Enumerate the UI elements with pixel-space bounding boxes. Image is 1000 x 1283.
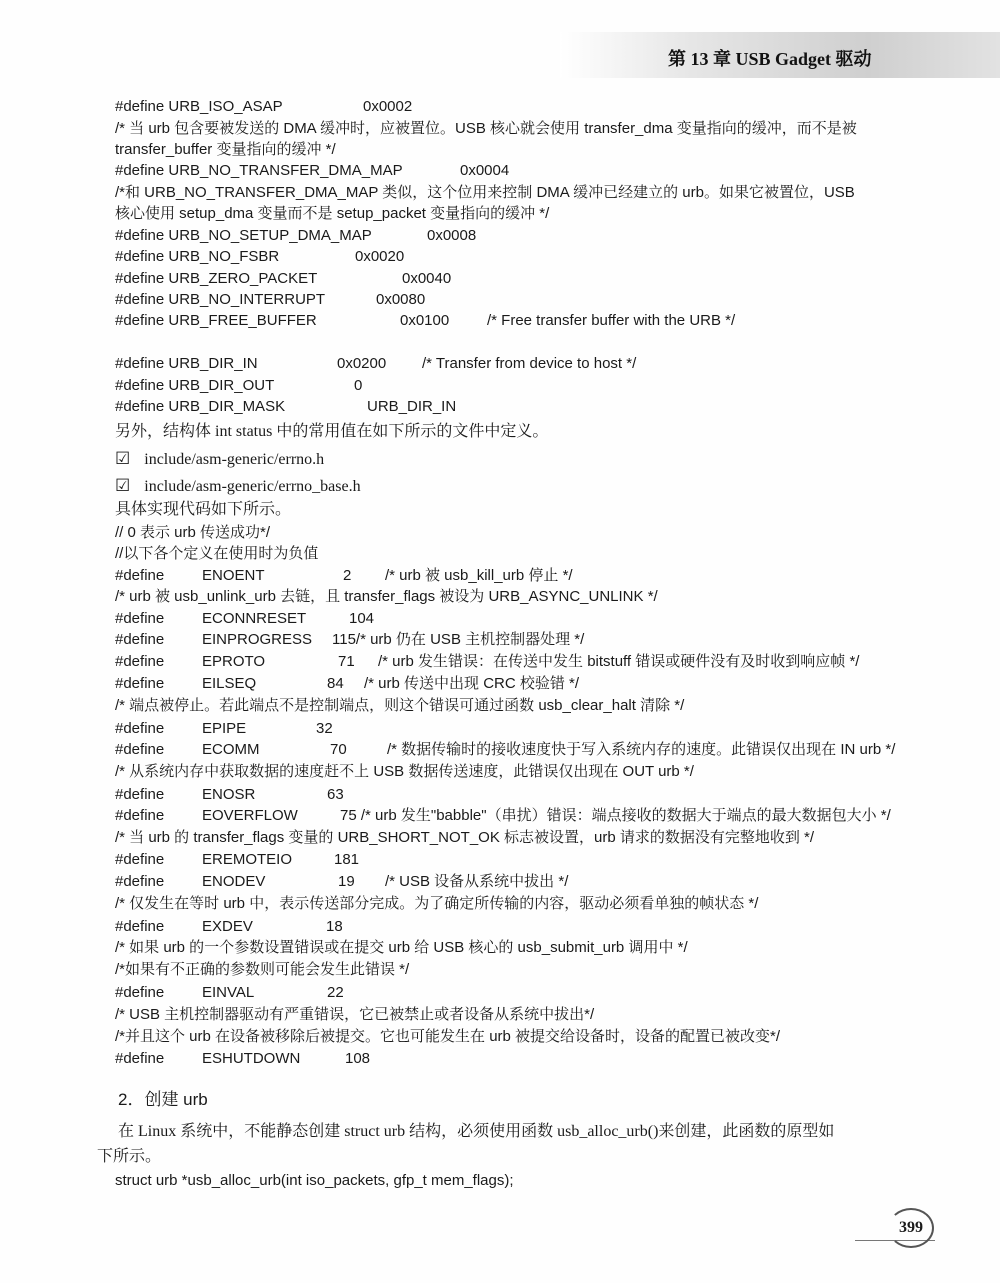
define-value: URB_DIR_IN xyxy=(367,398,457,415)
paragraph: 下所示。 xyxy=(97,1148,162,1165)
define-name: ECOMM xyxy=(202,741,260,758)
define-value: 0x0008 xyxy=(427,227,477,244)
define-name: EINVAL xyxy=(202,984,255,1001)
define-name: EINPROGRESS xyxy=(202,631,313,648)
errno-define-line xyxy=(115,675,935,693)
define-line xyxy=(115,398,935,416)
code-comment: /* 当 urb 的 transfer_flags 变量的 URB_SHORT_NOT_OK 标志被设置，urb 请求的数据没有完整地收到 */ xyxy=(115,829,815,846)
code-comment: /* 如果 urb 的一个参数设置错误或在提交 urb 给 USB 核心的 usb_submit_urb 调用中 */ xyxy=(115,939,688,956)
define-name: #define URB_NO_INTERRUPT xyxy=(115,291,326,308)
define-name: EPIPE xyxy=(202,720,247,737)
define-value: 181 xyxy=(334,851,360,868)
file-path: include/asm-generic/errno_base.h xyxy=(144,478,361,495)
define-value: 0x0002 xyxy=(363,98,413,115)
section-heading: 2．创建 urb xyxy=(118,1090,208,1109)
impl-text: 具体实现代码如下所示。 xyxy=(115,501,292,518)
code-comment: 核心使用 setup_dma 变量而不是 setup_packet 变量指向的缓冲 */ xyxy=(115,205,550,222)
define-line xyxy=(115,248,935,266)
define-value: 2 xyxy=(343,567,352,584)
errno-define-line xyxy=(115,1050,935,1068)
define-keyword: #define xyxy=(115,918,165,935)
define-line xyxy=(115,98,935,116)
define-name: #define URB_FREE_BUFFER xyxy=(115,312,317,329)
define-name: EREMOTEIO xyxy=(202,851,293,868)
code-comment: /*和 URB_NO_TRANSFER_DMA_MAP 类似，这个位用来控制 DMA 缓冲已经建立的 urb。如果它被置位，USB xyxy=(115,184,855,201)
define-value: 32 xyxy=(316,720,333,737)
errno-define-line xyxy=(115,720,935,738)
define-line xyxy=(115,312,935,330)
code-comment: // 0 表示 urb 传送成功*/ xyxy=(115,524,271,541)
code-comment: /* Transfer from device to host */ xyxy=(422,355,637,372)
code-comment: /* USB 设备从系统中拔出 */ xyxy=(385,873,569,890)
define-value: 104 xyxy=(349,610,375,627)
define-line xyxy=(115,377,935,395)
define-name: ENOENT xyxy=(202,567,265,584)
define-keyword: #define xyxy=(115,851,165,868)
define-line xyxy=(115,227,935,245)
define-keyword: #define xyxy=(115,1050,165,1067)
checkbox-icon: ☑ xyxy=(115,476,131,495)
define-keyword: #define xyxy=(115,610,165,627)
define-value: 0x0020 xyxy=(355,248,405,265)
define-line xyxy=(115,270,935,288)
errno-define-line xyxy=(115,741,935,759)
define-value: 0x0100 xyxy=(400,312,450,329)
define-line xyxy=(115,355,935,373)
code-comment: /* urb 被 usb_unlink_urb 去链，且 transfer_flags 被设为 URB_ASYNC_UNLINK */ xyxy=(115,588,658,605)
define-value: 0 xyxy=(354,377,363,394)
define-name: #define URB_ISO_ASAP xyxy=(115,98,283,115)
define-name: ENOSR xyxy=(202,786,256,803)
errno-define-line xyxy=(115,984,935,1002)
define-line xyxy=(115,291,935,309)
define-value: 22 xyxy=(327,984,344,1001)
errno-define-line xyxy=(115,918,935,936)
code-comment: /* 数据传输时的接收速度快于写入系统内存的速度。此错误仅出现在 IN urb */ xyxy=(387,741,896,758)
define-keyword: #define xyxy=(115,631,165,648)
errno-define-line xyxy=(115,786,935,804)
errno-define-line xyxy=(115,567,935,585)
define-name: #define URB_NO_TRANSFER_DMA_MAP xyxy=(115,162,403,179)
paragraph: 在 Linux 系统中，不能静态创建 struct urb 结构，必须使用函数 usb_alloc_urb()来创建，此函数的原型如 xyxy=(118,1123,835,1140)
define-name: EPROTO xyxy=(202,653,266,670)
define-keyword: #define xyxy=(115,567,165,584)
checkbox-icon: ☑ xyxy=(115,449,131,468)
define-value: 0x0040 xyxy=(402,270,452,287)
code-comment: /* urb 被 usb_kill_urb 停止 */ xyxy=(385,567,573,584)
define-name: #define URB_DIR_OUT xyxy=(115,377,275,394)
define-keyword: #define xyxy=(115,873,165,890)
define-name: EOVERFLOW xyxy=(202,807,298,824)
errno-define-line xyxy=(115,873,935,891)
code-comment: transfer_buffer 变量指向的缓冲 */ xyxy=(115,141,336,158)
code-comment: /* urb 发生错误：在传送中发生 bitstuff 错误或硬件没有及时收到响应帧 */ xyxy=(378,653,860,670)
define-value: 63 xyxy=(327,786,344,803)
define-name: ENODEV xyxy=(202,873,266,890)
define-value: 108 xyxy=(345,1050,371,1067)
define-keyword: #define xyxy=(115,653,165,670)
define-name: #define URB_ZERO_PACKET xyxy=(115,270,318,287)
define-keyword: #define xyxy=(115,786,165,803)
define-keyword: #define xyxy=(115,984,165,1001)
define-keyword: #define xyxy=(115,807,165,824)
define-value: 71 xyxy=(338,653,355,670)
errno-define-line xyxy=(115,851,935,869)
code-comment: /* 端点被停止。若此端点不是控制端点，则这个错误可通过函数 usb_clear_halt 清除 */ xyxy=(115,697,685,714)
define-value: 84 xyxy=(327,675,344,692)
define-name: EXDEV xyxy=(202,918,253,935)
code-comment: //以下各个定义在使用时为负值 xyxy=(115,545,319,562)
code-comment: /*如果有不正确的参数则可能会发生此错误 */ xyxy=(115,961,410,978)
define-value: 0x0200 xyxy=(337,355,387,372)
code-prototype: struct urb *usb_alloc_urb(int iso_packets, gfp_t mem_flags); xyxy=(115,1172,514,1189)
file-item xyxy=(115,450,324,469)
chapter-header: 第 13 章 USB Gadget 驱动 xyxy=(668,49,872,69)
define-name: #define URB_NO_FSBR xyxy=(115,248,280,265)
define-value: 0x0004 xyxy=(460,162,510,179)
page-number: 399 xyxy=(888,1208,934,1248)
define-name: ECONNRESET xyxy=(202,610,307,627)
define-value: 18 xyxy=(326,918,343,935)
intro-text: 另外，结构体 int status 中的常用值在如下所示的文件中定义。 xyxy=(115,423,549,440)
file-path: include/asm-generic/errno.h xyxy=(144,451,325,468)
define-value: 75 /* urb 发生"babble"（串扰）错误：端点接收的数据大于端点的最大数据包大小 */ xyxy=(340,807,891,824)
code-comment: /* urb 传送中出现 CRC 校验错 */ xyxy=(364,675,580,692)
define-value: 0x0080 xyxy=(376,291,426,308)
define-value: 19 xyxy=(338,873,355,890)
errno-define-line xyxy=(115,807,935,825)
define-name: #define URB_DIR_MASK xyxy=(115,398,286,415)
define-name: EILSEQ xyxy=(202,675,257,692)
code-comment: /*并且这个 urb 在设备被移除后被提交。它也可能发生在 urb 被提交给设备时，设备的配置已被改变*/ xyxy=(115,1028,781,1045)
errno-define-line xyxy=(115,610,935,628)
code-comment: /* 仅发生在等时 urb 中，表示传送部分完成。为了确定所传输的内容，驱动必须看单独的帧状态 */ xyxy=(115,895,759,912)
code-comment: /* Free transfer buffer with the URB */ xyxy=(487,312,736,329)
define-name: ESHUTDOWN xyxy=(202,1050,301,1067)
define-name: #define URB_DIR_IN xyxy=(115,355,258,372)
define-value: 70 xyxy=(330,741,347,758)
code-comment: /* 当 urb 包含要被发送的 DMA 缓冲时，应被置位。USB 核心就会使用 transfer_dma 变量指向的缓冲，而不是被 xyxy=(115,120,857,137)
define-name: #define URB_NO_SETUP_DMA_MAP xyxy=(115,227,372,244)
define-keyword: #define xyxy=(115,720,165,737)
errno-define-line xyxy=(115,653,935,671)
define-value: 115/* urb 仍在 USB 主机控制器处理 */ xyxy=(332,631,585,648)
errno-define-line xyxy=(115,631,935,649)
define-keyword: #define xyxy=(115,675,165,692)
define-keyword: #define xyxy=(115,741,165,758)
code-comment: /* 从系统内存中获取数据的速度赶不上 USB 数据传送速度，此错误仅出现在 OUT urb */ xyxy=(115,763,694,780)
define-line xyxy=(115,162,935,180)
code-comment: /* USB 主机控制器驱动有严重错误，它已被禁止或者设备从系统中拔出*/ xyxy=(115,1006,595,1023)
file-item xyxy=(115,477,361,496)
